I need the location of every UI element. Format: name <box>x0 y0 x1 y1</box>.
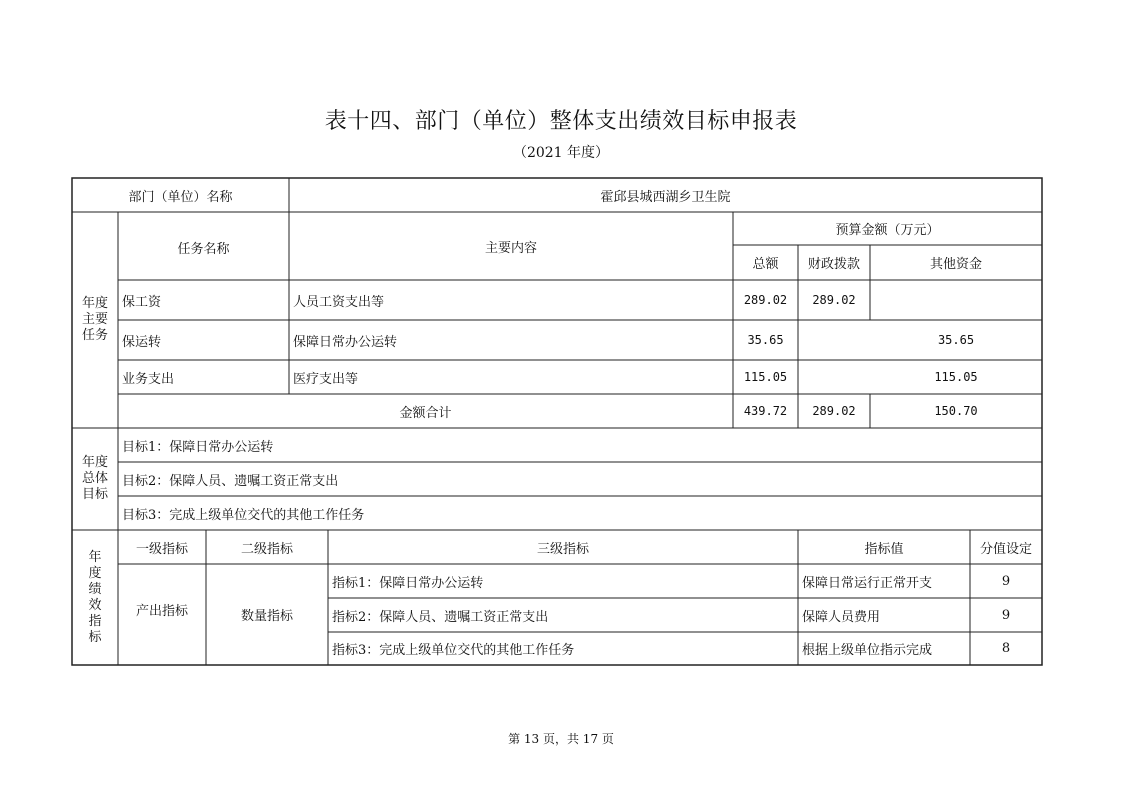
col-indicator-value: 指标值 <box>864 541 904 557</box>
task-name: 业务支出 <box>122 371 175 387</box>
indicator-value: 根据上级单位指示完成 <box>802 643 933 658</box>
task-other <box>870 280 1042 320</box>
goals-section-label: 年度 总体 目标 <box>81 455 108 502</box>
col-score: 分值设定 <box>979 541 1032 557</box>
goal-item: 目标1：保障日常办公运转 <box>122 439 274 455</box>
col-main-content: 主要内容 <box>484 240 537 256</box>
sum-fiscal: 289.02 <box>812 404 856 418</box>
task-content: 医疗支出等 <box>293 371 359 387</box>
indicator-name: 指标3：完成上级单位交代的其他工作任务 <box>332 643 575 658</box>
task-fiscal <box>798 320 870 360</box>
dept-name-label: 部门（单位）名称 <box>128 189 233 205</box>
task-total: 289.02 <box>743 293 788 307</box>
task-name: 保运转 <box>122 334 162 350</box>
task-total: 115.05 <box>743 370 788 384</box>
indicator-score: 9 <box>1001 573 1011 589</box>
page-footer: 第 13 页，共 17 页 <box>508 732 614 746</box>
dept-name-value: 霍邱县城西湖乡卫生院 <box>600 189 731 205</box>
goal-item: 目标3：完成上级单位交代的其他工作任务 <box>122 507 365 523</box>
task-fiscal <box>798 360 870 394</box>
col-task-name: 任务名称 <box>177 242 230 257</box>
indicator-value: 保障人员费用 <box>802 609 881 625</box>
indicator-score: 8 <box>1001 641 1011 656</box>
sum-total: 439.72 <box>743 404 788 418</box>
col-level3: 三级指标 <box>536 541 589 557</box>
col-total: 总额 <box>752 257 779 272</box>
task-name: 保工资 <box>122 294 162 310</box>
tasks-section-label: 年度 主要 任务 <box>81 296 108 343</box>
page-title: 表十四、部门（单位）整体支出绩效目标申报表 <box>324 109 798 134</box>
col-fiscal: 财政拨款 <box>807 257 860 272</box>
task-content: 保障日常办公运转 <box>293 334 398 350</box>
col-level1: 一级指标 <box>135 541 188 557</box>
col-other: 其他资金 <box>929 257 982 272</box>
col-level2: 二级指标 <box>240 541 293 557</box>
task-other: 115.05 <box>934 370 978 384</box>
task-content: 人员工资支出等 <box>293 294 385 310</box>
indicator-name: 指标1：保障日常办公运转 <box>332 575 484 591</box>
col-budget: 预算金额（万元） <box>835 223 940 238</box>
indicator-name: 指标2：保障人员、遗嘱工资正常支出 <box>332 609 549 625</box>
sum-label: 金额合计 <box>399 405 452 421</box>
indicators-section-label: 年 度 绩 效 指 标 <box>88 549 102 645</box>
task-total: 35.65 <box>747 333 784 347</box>
task-other: 35.65 <box>937 333 975 347</box>
level1-value: 产出指标 <box>135 604 188 619</box>
sum-other: 150.70 <box>934 404 978 418</box>
indicator-score: 9 <box>1001 607 1011 623</box>
task-fiscal: 289.02 <box>812 293 856 307</box>
page-subtitle: （2021 年度） <box>512 145 610 161</box>
goal-item: 目标2：保障人员、遗嘱工资正常支出 <box>122 473 339 489</box>
indicator-value: 保障日常运行正常开支 <box>802 575 933 591</box>
level2-value: 数量指标 <box>240 609 293 624</box>
